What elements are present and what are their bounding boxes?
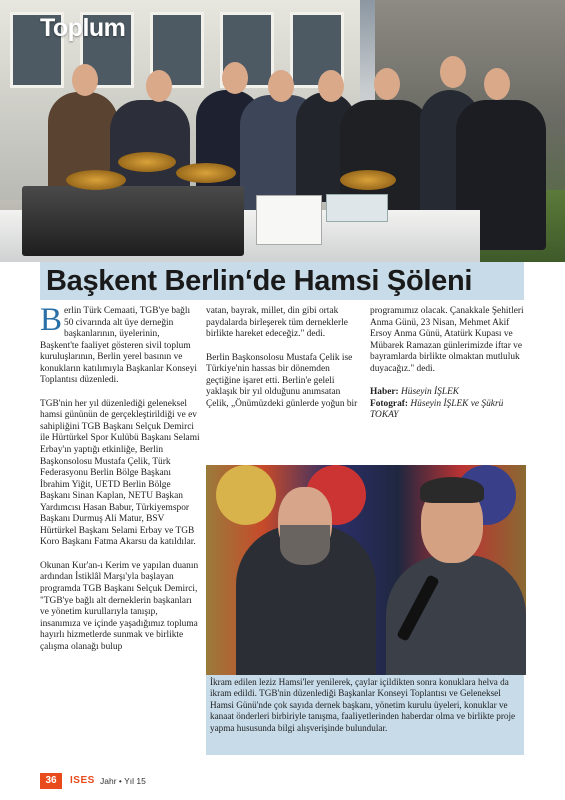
paragraph: vatan, bayrak, millet, din gibi ortak paydalarda birleşerek tüm derneklerle birlikte hareket edeceğiz." dedi. [206, 306, 348, 340]
paragraph: programımız olacak. Çanakkale Şehitleri Anma Günü, 23 Nisan, Mehmet Akif Ersoy Anma Günü, Atatürk Kupası ve Mübarek Ramazan günlerimizde iftar ve bayramlarda birlikte olmaktan mutluluk duyacağız." dedi. [370, 306, 524, 374]
magazine-logo: ISES [70, 775, 95, 786]
drop-cap: B [40, 302, 63, 338]
issue-label: Jahr • Yıl 15 [100, 776, 146, 786]
text-column-1 [40, 302, 200, 665]
article-title: Başkent Berlin‘de Hamsi Şöleni [46, 265, 473, 297]
paragraph: Okunan Kur'an-ı Kerim ve yapılan duanın ardından İstiklâl Marşı'yla başlayan programda TGB Başkanı Selçuk Demirci, "TGB'ye bağlı alt derneklerin başkanları ve yönetim kurullarıyla tanışıp, insanımıza ve içinde yaşadığımız topluma hayırlı hizmetlerde sunmak ve birlikte çalışma olanağı bulup [40, 560, 199, 652]
paragraph: Berlin Türk Cemaati, TGB'ye bağlı 50 civarında alt üye derneğin başkanlarının, üyelerinin, Başkent'te faaliyet gösteren sivil toplum kuruluşlarının, Berlin yerel basının ve konukların katılımıyla Başkanlar Konseyi Toplantısı düzenledi. [40, 302, 197, 386]
page-number: 36 [40, 773, 62, 789]
paragraph: TGB'nin her yıl düzenlediği geleneksel hamsi gününün de gerçekleştirildiği ve ev sahipliğini TGB Başkanı Selçuk Demirci ile Hürtürkel Spor Kulübü Başkanı Selami Erbay'ın yaptığı etkinliğe, Berlin Başkonsolosu Mustafa Çelik, Türk Federasyonu Berlin Bölge Başkanı İbrahim Yiğit, UETD Berlin Bölge Başkanı Sinan Kaplan, NETU Başkan Yardımcısı Hasan Babur, Türkiyemspor Başkanı Durmuş Ali Matur, BSV Hürtürkel Başkanı Selami Erbay ve TGB Koro Başkanı Fatma Akarsu da katıldılar. [40, 398, 200, 548]
credit-haber: Haber: Hüseyin İŞLEK [370, 387, 460, 398]
cooking-stove [22, 186, 244, 256]
section-title: Toplum [40, 14, 126, 42]
speaker-photo [206, 465, 526, 675]
credit-foto: Fotograf: Hüseyin İŞLEK ve Şükrü TOKAY [370, 398, 504, 421]
anchovy-box [256, 195, 322, 245]
text-column-2 [206, 306, 358, 422]
paragraph: Berlin Başkonsolosu Mustafa Çelik ise Türkiye'nin hassas bir dönemden geçtiğine işaret etti. Berlin'e geleli yaklaşık bir yıl olduğunu anımsatan Çelik, „Önümüzdeki günlerde yoğun bir [206, 352, 358, 409]
photo-caption: İkram edilen leziz Hamsi'ler yenilerek, çaylar içildikten sonra konuklara helva da ikram edildi. TGB'nin düzenlediği Başkanlar Konseyi Toplantısı ve Geleneksel Hamsi Günü'nde çok sayıda dernek başkanı, yönetim kurulu üyeleri, konuklar ve kanaat önderleri birbiriyle tanışma, faaliyetlerinden haberdar olma ve birlikte proje yapma hususunda bilgi alışverişinde bulundular. [206, 675, 524, 755]
fish-tray [326, 194, 388, 222]
text-column-3 [370, 306, 526, 422]
